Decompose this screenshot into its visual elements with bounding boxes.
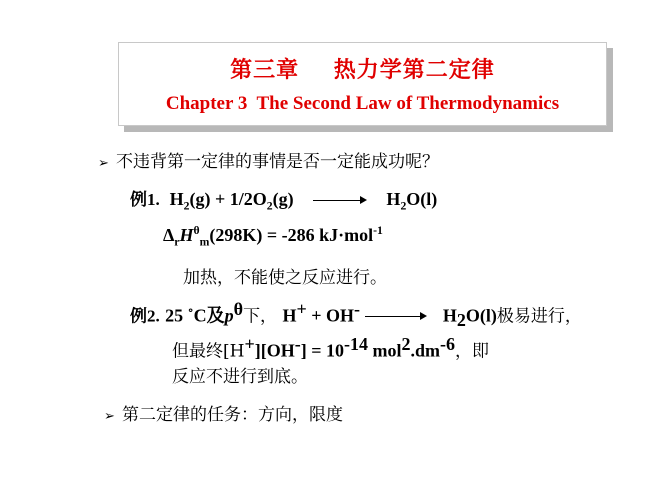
reactants: $H_2(g) + 1/2O_2(g)$	[169, 189, 294, 213]
product: $H_2O(l)$	[386, 189, 438, 213]
example-1-note: 加热，不能使之反应进行。	[183, 268, 387, 288]
arrow-bullet-icon: ➢	[104, 409, 115, 424]
title-box	[118, 42, 607, 126]
reaction-arrow-icon	[365, 312, 427, 322]
example-1-label: 例1.	[130, 190, 160, 209]
reaction-arrow-icon	[313, 196, 367, 206]
enthalpy-equation: $\Delta_rH^\theta_m(298K) = -286$ kJ·mol$^{-1}$	[163, 224, 383, 249]
chapter-title-chinese: 第三章 热力学第二定律	[230, 57, 495, 83]
example-1-equation	[130, 185, 437, 213]
task-text: 第二定律的任务：方向，限度	[122, 405, 343, 425]
example-2-line-3: 反应不进行到底。	[172, 367, 308, 387]
task-line	[104, 400, 343, 425]
question-text: 不违背第一定律的事情是否一定能成功呢？	[116, 152, 439, 172]
question-line	[98, 147, 439, 172]
example-2-line-2: 但最终$[H^+][OH^-] = 10^{-14}$ $mol^2.dm^{-6}$，即	[172, 334, 490, 362]
arrow-bullet-icon: ➢	[98, 156, 109, 171]
chapter-title-english: Chapter 3 The Second Law of Thermodynamics	[165, 93, 560, 114]
example-2-line-1: 例2. 25 ˚C及$p^\theta$下， H+ + OH- $H_2O(l)$极易进行，	[130, 299, 582, 331]
